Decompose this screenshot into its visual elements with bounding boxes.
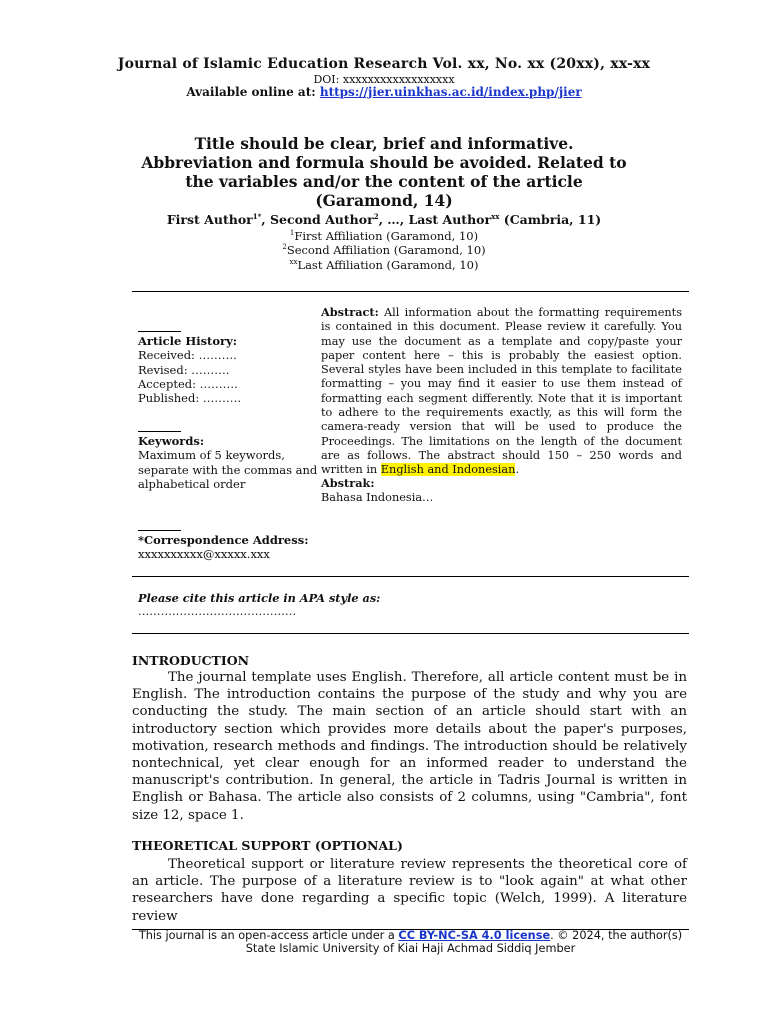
abstract-text: All information about the formatting requirements is contained in this document. Please review it carefully. You may use the document as a template and copy/paste your paper content here – this is probably the easiest option. Several styles have been included in this template to facilitate formatting – you may find it easier to use them instead of formatting each segment differently. Note that it is important to adhere to the requirements exactly, as this will form the camera-ready version that will be used to produce the Proceedings. The limitations on the length of the document are as follows. The abstract should 150 – 250 words and written in [321, 306, 682, 477]
license-link[interactable]: CC BY-NC-SA 4.0 license [398, 929, 551, 942]
first-author: First Author [166, 212, 253, 228]
abstract-end: . [515, 463, 520, 477]
abstract [321, 305, 682, 478]
correspondence-email: xxxxxxxxxx@xxxxx.xxx [138, 547, 270, 562]
affiliation-3 [0, 258, 768, 272]
doi-value: xxxxxxxxxxxxxxxxxx [342, 73, 455, 86]
affiliation-1 [0, 229, 768, 243]
history-heading: Article History: [138, 334, 238, 348]
divider-top [132, 291, 689, 292]
citation-block [138, 591, 538, 619]
last-author-sup: xx [491, 212, 500, 221]
abstract-highlight: English and Indonesian [380, 463, 516, 477]
divider-middle [132, 576, 689, 577]
published-date: Published: ………. [138, 391, 242, 406]
abstrak [321, 476, 682, 506]
license-pre: This journal is an open-access article under a [138, 929, 399, 942]
article-title: Title should be clear, brief and informative. Abbreviation and formula should be avoided. Related to the variables and/or the content of the article (Garamond, 14) [141, 134, 627, 210]
correspondence-rule [138, 530, 181, 531]
keywords-heading: Keywords: [138, 434, 205, 448]
author-note: (Cambria, 11) [499, 212, 602, 228]
abstract-label: Abstract: [321, 305, 379, 319]
affiliation-text: Second Affiliation (Garamond, 10) [286, 243, 486, 257]
first-author-sup: 1* [252, 212, 262, 221]
last-author: , …, Last Author [378, 212, 492, 228]
available-online [0, 85, 768, 99]
online-label: Available online at: [186, 85, 320, 99]
history-rule [138, 331, 181, 332]
license-post: . © 2024, the author(s) [550, 929, 683, 942]
affiliation-text: First Affiliation (Garamond, 10) [294, 229, 479, 243]
introduction-heading: INTRODUCTION [132, 653, 250, 668]
divider-bottom [132, 633, 689, 634]
citation-label: Please cite this article in APA style as: [138, 591, 381, 605]
correspondence-heading: *Correspondence Address: [138, 533, 309, 547]
keywords-rule [138, 431, 181, 432]
second-author-sup: 2 [373, 212, 379, 221]
journal-url-link[interactable]: https://jier.uinkhas.ac.id/index.php/jier [319, 85, 582, 99]
keywords-block [138, 434, 318, 491]
introduction-paragraph: The journal template uses English. Therefore, all article content must be in English. The introduction contains the purpose of the study and why you are conducting the study. The main section of an article should start with an introductory section which provides more details about the paper's purposes, motivation, research methods and findings. The introduction should be relatively nontechnical, yet clear enough for an informed reader to understand the manuscript's contribution. In general, the article in Tadris Journal is written in English or Bahasa. The article also consists of 2 columns, using "Cambria", font size 12, space 1. [132, 670, 687, 823]
theory-paragraph: Theoretical support or literature review represents the theoretical core of an article. The purpose of a literature review is to "look again" at what other researchers have done regarding a specific topic (Welch, 1999). A literature review [132, 857, 687, 924]
keywords-text: Maximum of 5 keywords, separate with the commas and alphabetical order [138, 448, 318, 491]
citation-placeholder: …………………………………… [138, 605, 297, 618]
author-list [0, 212, 768, 227]
abstrak-label: Abstrak: [321, 476, 375, 490]
correspondence-block [138, 533, 338, 562]
affiliation-sup: 1 [289, 229, 295, 238]
affiliation-sup: 2 [282, 243, 287, 252]
article-history [138, 334, 318, 405]
license-line [132, 930, 689, 943]
abstrak-text: Bahasa Indonesia… [321, 491, 434, 505]
second-author: , Second Author [261, 212, 374, 228]
journal-header: Journal of Islamic Education Research Vol. xx, No. xx (20xx), xx-xx [117, 56, 651, 72]
received-date: Received: ………. [138, 348, 237, 363]
footer [132, 930, 689, 955]
affiliation-sup: xx [289, 258, 298, 267]
affiliation-text: Last Affiliation (Garamond, 10) [297, 258, 479, 272]
institution: State Islamic University of Kiai Haji Achmad Siddiq Jember [245, 941, 576, 955]
theory-heading: THEORETICAL SUPPORT (OPTIONAL) [132, 838, 403, 853]
accepted-date: Accepted: ………. [138, 376, 238, 391]
affiliation-2 [0, 243, 768, 257]
doi-label: DOI: [313, 73, 343, 86]
revised-date: Revised: ………. [138, 362, 230, 377]
